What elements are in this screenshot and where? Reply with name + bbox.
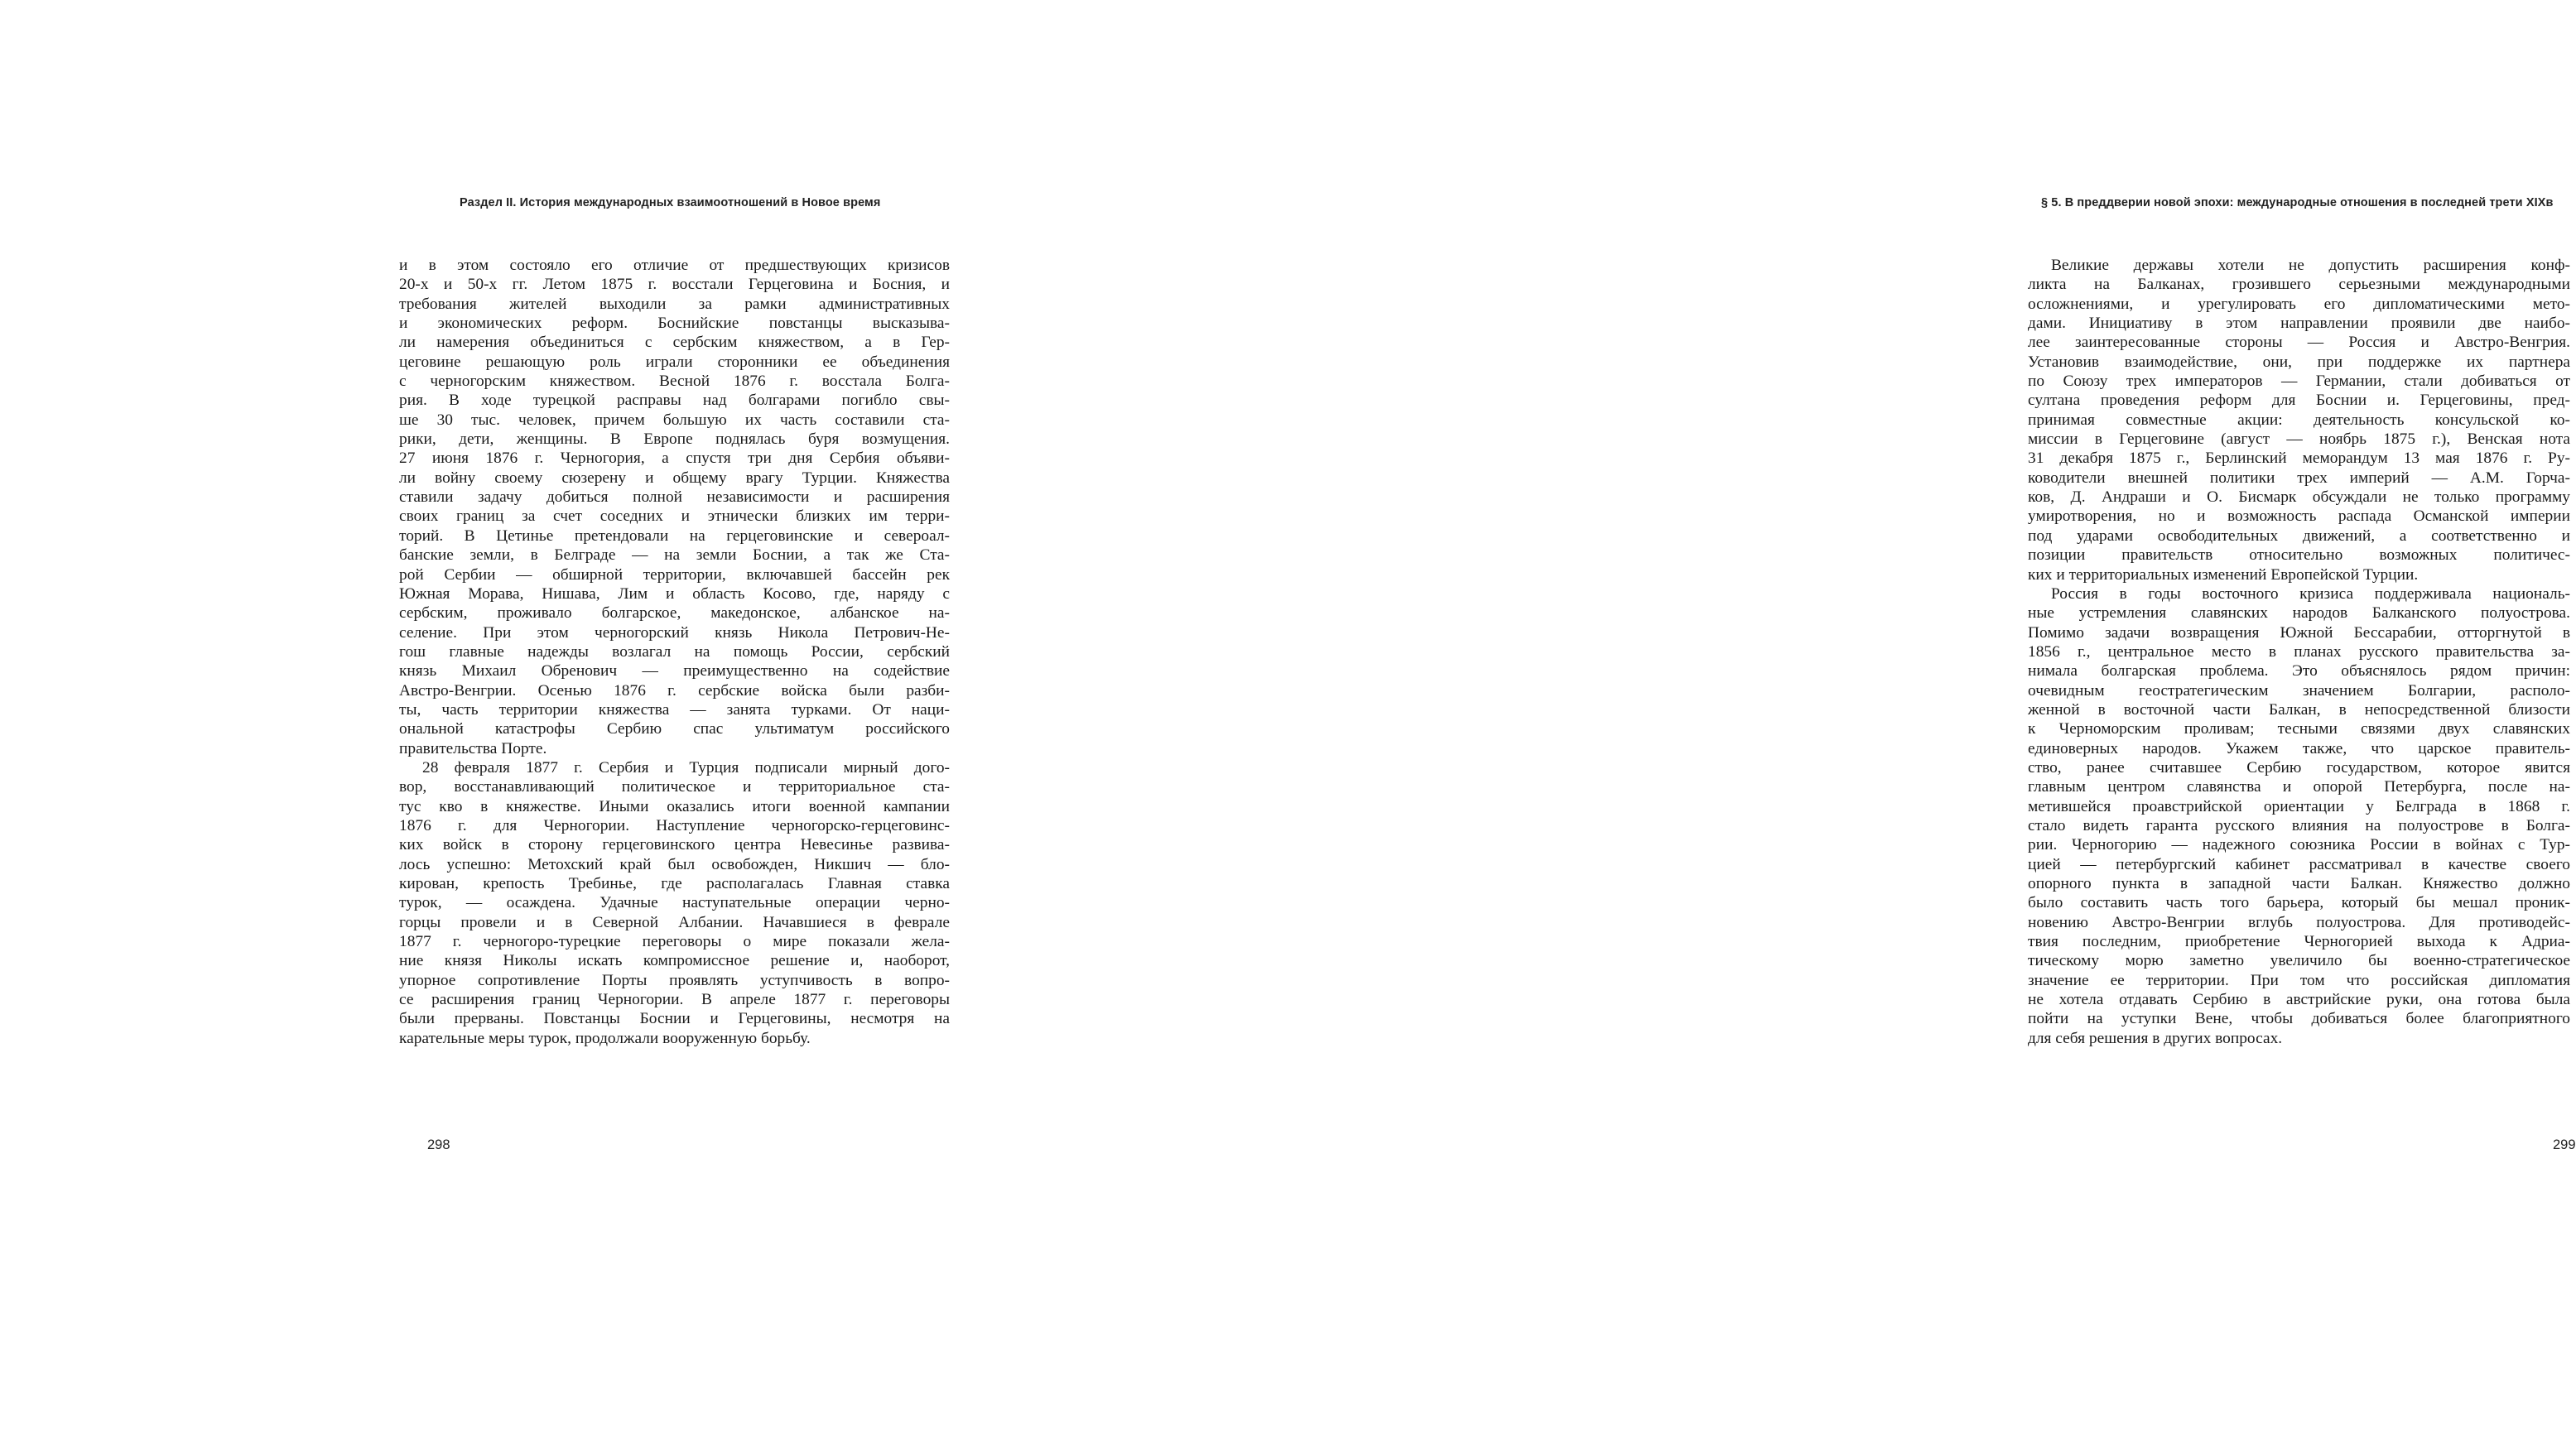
text-line: ликта на Балканах, грозившего серьезными международными [2028, 276, 2570, 294]
text-line: лее заинтересованные стороны — Россия и Австро-Венгрия. [2028, 334, 2570, 352]
left-page [0, 0, 1027, 1452]
text-line: с черногорским княжеством. Весной 1876 г. восстала Болга- [399, 373, 950, 391]
text-line: 20-х и 50-х гг. Летом 1875 г. восстали Герцеговина и Босния, и [399, 276, 950, 294]
body-text [2028, 256, 2570, 1048]
text-line: для себя решения в других вопросах. [2028, 1029, 2283, 1047]
text-line: значение ее территории. При том что российская дипломатия [2028, 971, 2570, 989]
text-line: под ударами освободительных движений, а соответственно и [2028, 526, 2570, 545]
text-line: были прерваны. Повстанцы Боснии и Герцеговины, несмотря на [399, 1010, 950, 1028]
text-line: карательные меры турок, продолжали вооруженную борьбу. [399, 1029, 811, 1047]
text-line: позиции правительств относительно возможных политичес- [2028, 546, 2570, 565]
text-line: тическому морю заметно увеличило бы военно-стратегическое [2028, 952, 2570, 970]
text-line: и экономических реформ. Боснийские повстанцы высказыва- [399, 315, 950, 333]
text-line: миссии в Герцеговине (август — ноябрь 1875 г.), Венская нота [2028, 430, 2570, 449]
text-line: Помимо задачи возвращения Южной Бессарабии, отторгнутой в [2028, 623, 2570, 642]
right-page [1027, 0, 2576, 1452]
text-line: кирован, крепость Требинье, где располагалась Главная ставка [399, 875, 950, 892]
text-line: 1877 г. черногоро-турецкие переговоры о мире показали жела- [399, 933, 950, 951]
text-line: твия последним, приобретение Черногорией выхода к Адриа- [2028, 933, 2570, 951]
text-line: и в этом состояло его отличие от предшествующих кризисов [399, 257, 950, 274]
text-line: ких войск в сторону герцеговинского центра Невесинье развива- [399, 836, 950, 854]
text-line: ли войну своему сюзерену и общему врагу Турции. Княжества [399, 469, 950, 487]
body-text [399, 256, 950, 1048]
text-line: Южная Морава, Нишава, Лим и область Косово, где, наряду с [399, 584, 950, 603]
text-line: торий. В Цетинье претендовали на герцеговинские и североал- [399, 526, 950, 545]
text-line: селение. При этом черногорский князь Никола Петрович-Не- [399, 623, 950, 642]
text-line: тус кво в княжестве. Иными оказались итоги военной кампании [399, 797, 950, 815]
text-line: вор, восстанавливающий политическое и территориальное ста- [399, 778, 950, 796]
text-line: 1876 г. для Черногории. Наступление черногорско-герцеговинс- [399, 816, 950, 834]
text-line: ство, ранее считавшее Сербию государством, которое явится [2028, 758, 2570, 776]
text-line: турок, — осаждена. Удачные наступательные операции черно- [399, 894, 950, 912]
text-line: ше 30 тыс. человек, причем большую их часть составили ста- [399, 411, 950, 429]
text-line: рики, дети, женщины. В Европе поднялась буря возмущения. [399, 430, 950, 449]
text-line: опорного пункта в западной части Балкан. Княжество должно [2028, 875, 2570, 892]
text-line: 27 июня 1876 г. Черногория, а спустя три дня Сербия объяви- [399, 450, 950, 468]
text-line: главным центром славянства и опорой Петербурга, после на- [2028, 778, 2570, 796]
running-head: Раздел II. История международных взаимоотношений в Новое время [460, 196, 881, 209]
text-line: Установив взаимодействие, они, при поддержке их партнера [2028, 353, 2570, 371]
text-line: ководители внешней политики трех империй — А.М. Горча- [2028, 469, 2570, 487]
text-line: банские земли, в Белграде — на земли Боснии, а так же Ста- [399, 546, 950, 565]
text-line: ты, часть территории княжества — занята турками. От наци- [399, 700, 950, 719]
text-line: ков, Д. Андраши и О. Бисмарк обсуждали не только программу [2028, 488, 2570, 507]
page-number: 299 [2553, 1137, 2576, 1152]
text-line: рой Сербии — обширной территории, включавшей бассейн рек [399, 565, 950, 584]
text-line: сербским, проживало болгарское, македонское, албанское на- [399, 604, 950, 623]
running-head: § 5. В преддверии новой эпохи: международные отношения в последней трети XIXв [2041, 196, 2554, 209]
text-line: рии. Черногорию — надежного союзника России в войнах с Тур- [2028, 836, 2570, 854]
text-line: метившейся проавстрийской ориентации у Белграда в 1868 г. [2028, 797, 2570, 815]
text-line: се расширения границ Черногории. В апреле 1877 г. переговоры [399, 991, 950, 1009]
text-line: не хотела отдавать Сербию в австрийские руки, она готова была [2028, 991, 2570, 1009]
text-line: стало видеть гаранта русского влияния на полуострове в Болга- [2028, 816, 2570, 834]
text-line: по Союзу трех императоров — Германии, стали добиваться от [2028, 373, 2570, 391]
text-line: лось успешно: Метохский край был освобожден, Никшич — бло- [399, 855, 950, 873]
text-line: ональной катастрофы Сербию спас ультиматум российского [399, 720, 950, 738]
text-line: было составить часть того барьера, который бы мешал проник- [2028, 894, 2570, 912]
text-line: требования жителей выходили за рамки административных [399, 295, 950, 313]
text-line: гош главные надежды возлагал на помощь России, сербский [399, 642, 950, 661]
text-line: Россия в годы восточного кризиса поддерживала националь- [2051, 584, 2570, 603]
text-line: рия. В ходе турецкой расправы над болгарами погибло свы- [399, 392, 950, 410]
text-line: султана проведения реформ для Боснии и. Герцеговины, пред- [2028, 392, 2570, 410]
text-line: дами. Инициативу в этом направлении проявили две наибо- [2028, 315, 2570, 333]
text-line: единоверных народов. Укажем также, что царское правитель- [2028, 739, 2570, 757]
text-line: ние князя Николы искать компромиссное решение и, наоборот, [399, 952, 950, 970]
text-line: осложнениями, и урегулировать его дипломатическими мето- [2028, 295, 2570, 313]
text-line: пойти на уступки Вене, чтобы добиваться более благоприятного [2028, 1010, 2570, 1028]
text-line: женной в восточной части Балкан, в непосредственной близости [2028, 700, 2570, 719]
text-line: цеговине решающую роль играли сторонники ее объединения [399, 353, 950, 371]
text-line: цией — петербургский кабинет рассматривал в качестве своего [2028, 855, 2570, 873]
text-line: ставили задачу добиться полной независимости и расширения [399, 488, 950, 507]
text-line: 28 февраля 1877 г. Сербия и Турция подписали мирный дого- [422, 758, 950, 776]
text-line: горцы провели и в Северной Албании. Начавшиеся в феврале [399, 913, 950, 931]
text-line: ли намерения объединиться с сербским княжеством, а в Гер- [399, 334, 950, 352]
text-line: упорное сопротивление Порты проявлять уступчивость в вопро- [399, 971, 950, 989]
text-line: к Черноморским проливам; тесными связями двух славянских [2028, 720, 2570, 738]
text-line: принимая совместные акции: деятельность консульской ко- [2028, 411, 2570, 429]
text-line: своих границ за счет соседних и этнически близких им терри- [399, 507, 950, 526]
text-line: 1856 г., центральное место в планах русского правительства за- [2028, 642, 2570, 661]
text-line: новению Австро-Венгрии вглубь полуострова. Для противодейс- [2028, 913, 2570, 931]
text-line: правительства Порте. [399, 739, 547, 757]
text-line: ких и территориальных изменений Европейской Турции. [2028, 565, 2419, 584]
text-line: ные устремления славянских народов Балканского полуострова. [2028, 604, 2570, 623]
text-line: Австро-Венгрии. Осенью 1876 г. сербские войска были разби- [399, 681, 950, 700]
text-line: князь Михаил Обренович — преимущественно на содействие [399, 662, 950, 680]
text-line: Великие державы хотели не допустить расширения конф- [2051, 257, 2570, 274]
text-line: умиротворения, но и возможность распада Османской империи [2028, 507, 2570, 526]
text-line: 31 декабря 1875 г., Берлинский меморандум 13 мая 1876 г. Ру- [2028, 450, 2570, 468]
text-line: нимала болгарская проблема. Это объяснялось рядом причин: [2028, 662, 2570, 680]
text-line: очевидным геостратегическим значением Болгарии, располо- [2028, 681, 2570, 700]
page-number: 298 [427, 1137, 450, 1152]
